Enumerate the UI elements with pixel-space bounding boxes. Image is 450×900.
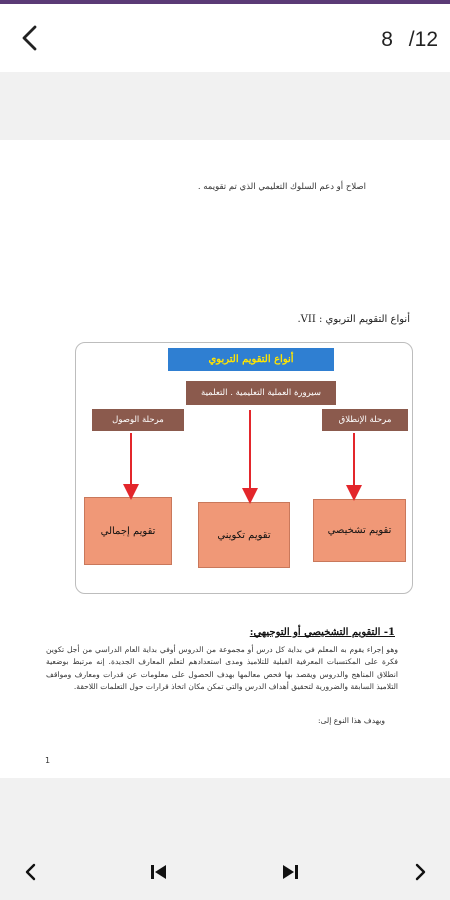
- diagram-arrival-stage: مرحلة الوصول: [92, 409, 184, 431]
- diagram-start-stage: مرحلة الإنطلاق: [322, 409, 408, 431]
- first-page-button[interactable]: [142, 855, 176, 889]
- next-page-button[interactable]: [403, 855, 437, 889]
- section-number: VII.: [297, 314, 316, 325]
- chevron-left-icon: [23, 862, 39, 882]
- diagram-summative-box: تقويم إجمالي: [84, 497, 172, 565]
- top-bar: [0, 4, 450, 72]
- skip-last-icon: [280, 862, 300, 882]
- diagram-formative-box: تقويم تكويني: [198, 502, 290, 568]
- page-separator: /: [408, 28, 415, 51]
- section-title: أنواع التقويم التربوي :: [318, 314, 410, 325]
- section-heading: [289, 314, 410, 325]
- intro-line: اصلاح أو دعم السلوك التعليمي الذي تم تقويمه .: [197, 182, 366, 192]
- aim-line: ويهدف هذا النوع إلى:: [318, 716, 385, 725]
- total-pages: 12: [414, 28, 438, 51]
- body-paragraph: وهو إجراء يقوم به المعلم في بداية كل درس أو مجموعة من الدروس أوفي بداية العام الدراسي من أجل تكوين فكرة على المكتسبات المعرفية القبلية للتلاميذ ومدى استعدادهم لتعلم المعارف الجديدة. إنه مرتبط بوضعية انطلاق المناهج والدروس ويقصد بها فحص معالمها بهدف الحصول على معلومات عن قدرات ومعارف ومواقف التلاميذ السابقة والضرورية لتحقيق أهداف الدرس والتي تمكن مكان اتخاذ قرارات حول التعلمات اللاحقة.: [46, 645, 398, 691]
- footer-mark: 1: [45, 756, 51, 765]
- last-page-button[interactable]: [273, 855, 307, 889]
- diagram-title-box: أنواع التقويم التربوي: [168, 348, 334, 371]
- chevron-right-icon: [412, 862, 428, 882]
- diagram-diagnostic-box: تقويم تشخيصي: [313, 499, 406, 562]
- subsection-heading: 1- التقويم التشخيصي أو التوجيهي:: [249, 627, 395, 638]
- bottom-navigation: [0, 778, 450, 900]
- skip-first-icon: [149, 862, 169, 882]
- page-counter: [381, 28, 438, 52]
- page-gap: [0, 72, 450, 140]
- back-button[interactable]: [10, 18, 50, 58]
- diagram-process-box: سيرورة العملية التعليمية . التعلمية: [186, 381, 336, 405]
- current-page: 8: [381, 28, 393, 51]
- prev-page-button[interactable]: [14, 855, 48, 889]
- back-chevron-icon: [19, 24, 41, 52]
